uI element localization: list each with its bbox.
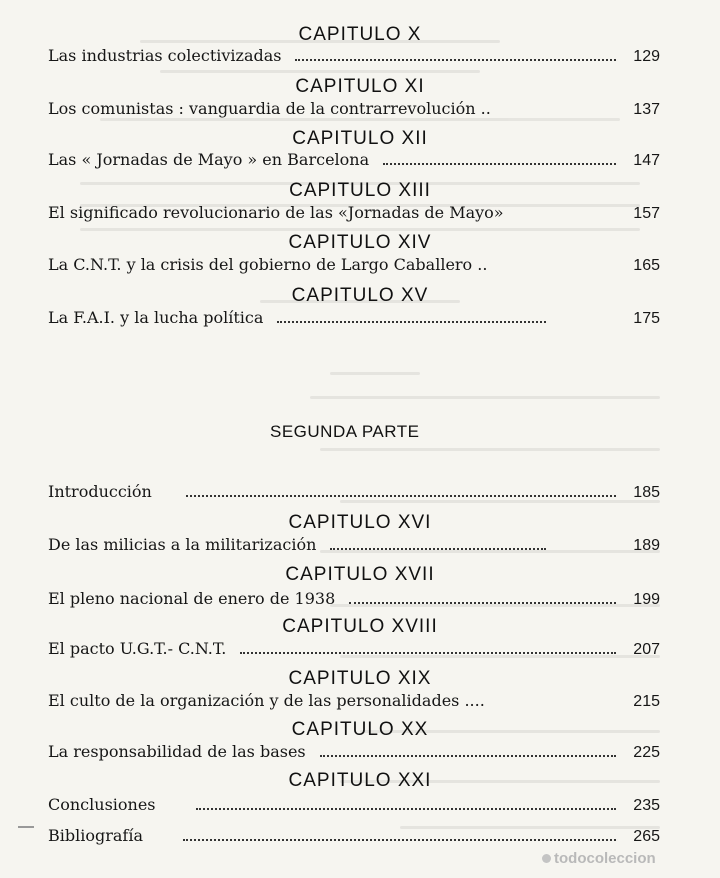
margin-mark (18, 826, 34, 828)
chapter-heading: CAPITULO XIV (288, 232, 432, 253)
entry-title: De las milicias a la militarización (48, 535, 317, 554)
dot-leader (240, 651, 616, 654)
chapter-heading: CAPITULO X (298, 24, 422, 45)
toc-entry[interactable] (48, 535, 660, 556)
entry-title: El pleno nacional de enero de 1938 (48, 589, 336, 608)
part-heading: SEGUNDA PARTE (270, 422, 420, 441)
toc-entry[interactable] (48, 203, 660, 224)
logo-text: todocoleccion (554, 850, 656, 867)
page-number: 165 (633, 257, 660, 274)
page-number: 207 (633, 641, 660, 658)
page-number: 265 (633, 828, 660, 845)
chapter-heading: CAPITULO XIII (289, 180, 431, 201)
chapter-heading: CAPITULO XI (295, 76, 425, 97)
chapter-heading: CAPITULO XII (292, 128, 428, 149)
toc-entry[interactable] (48, 826, 660, 847)
dot-leader (383, 162, 616, 165)
entry-title: El culto de la organización y de las personalidades .... (48, 691, 485, 710)
page-number: 157 (633, 205, 660, 222)
dot-leader (510, 217, 620, 218)
dot-leader (330, 547, 546, 550)
chapter-heading: CAPITULO XVI (288, 512, 432, 533)
entry-title: Las « Jornadas de Mayo » en Barcelona (48, 150, 370, 169)
entry-title: Las industrias colectivizadas (48, 46, 282, 65)
entry-title: La F.A.I. y la lucha política (48, 308, 264, 327)
entry-title: Bibliografía (48, 826, 143, 845)
toc-entry[interactable] (48, 99, 660, 120)
entry-title: El significado revolucionario de las «Jornadas de Mayo» (48, 203, 504, 222)
entry-title: Los comunistas : vanguardia de la contrarrevolución .. (48, 99, 491, 118)
toc-entry[interactable] (48, 150, 660, 171)
toc-entry[interactable] (48, 795, 660, 816)
chapter-heading: CAPITULO XVII (285, 564, 435, 585)
dot-leader (277, 320, 546, 323)
dot-leader (493, 269, 620, 270)
toc-entry[interactable] (48, 691, 660, 712)
toc-entry[interactable] (48, 639, 660, 660)
toc-entry[interactable] (48, 255, 660, 276)
entry-title: Introducción (48, 482, 152, 501)
chapter-heading: CAPITULO XV (291, 285, 429, 306)
page-number: 235 (633, 797, 660, 814)
chapter-heading: CAPITULO XXI (288, 770, 432, 791)
page-number: 147 (633, 152, 660, 169)
dot-leader (186, 494, 616, 497)
dot-leader (183, 838, 616, 841)
toc-entry[interactable] (48, 482, 660, 503)
page-number: 199 (633, 591, 660, 608)
toc-entry[interactable] (48, 46, 660, 67)
page-number: 129 (633, 48, 660, 65)
dot-leader (320, 754, 616, 757)
watermark-logo (542, 850, 656, 867)
page-number: 137 (633, 101, 660, 118)
chapter-heading: CAPITULO XIX (288, 668, 432, 689)
toc-entry[interactable] (48, 742, 660, 763)
page-number: 185 (633, 484, 660, 501)
entry-title: Conclusiones (48, 795, 156, 814)
entry-title: La responsabilidad de las bases (48, 742, 306, 761)
entry-title: El pacto U.G.T.- C.N.T. (48, 639, 227, 658)
page-number: 189 (633, 537, 660, 554)
page-number: 175 (633, 310, 660, 327)
page-number: 225 (633, 744, 660, 761)
entry-title: La C.N.T. y la crisis del gobierno de Largo Caballero .. (48, 255, 488, 274)
dot-leader (497, 113, 620, 114)
toc-entry[interactable] (48, 589, 660, 610)
chapter-heading: CAPITULO XVIII (282, 616, 438, 637)
dot-leader (295, 58, 616, 61)
dot-leader (491, 705, 620, 706)
logo-dot-icon (542, 854, 551, 863)
dot-leader (196, 807, 616, 810)
toc-entry[interactable] (48, 308, 660, 329)
dot-leader (349, 601, 616, 604)
page-number: 215 (633, 693, 660, 710)
chapter-heading: CAPITULO XX (291, 719, 429, 740)
